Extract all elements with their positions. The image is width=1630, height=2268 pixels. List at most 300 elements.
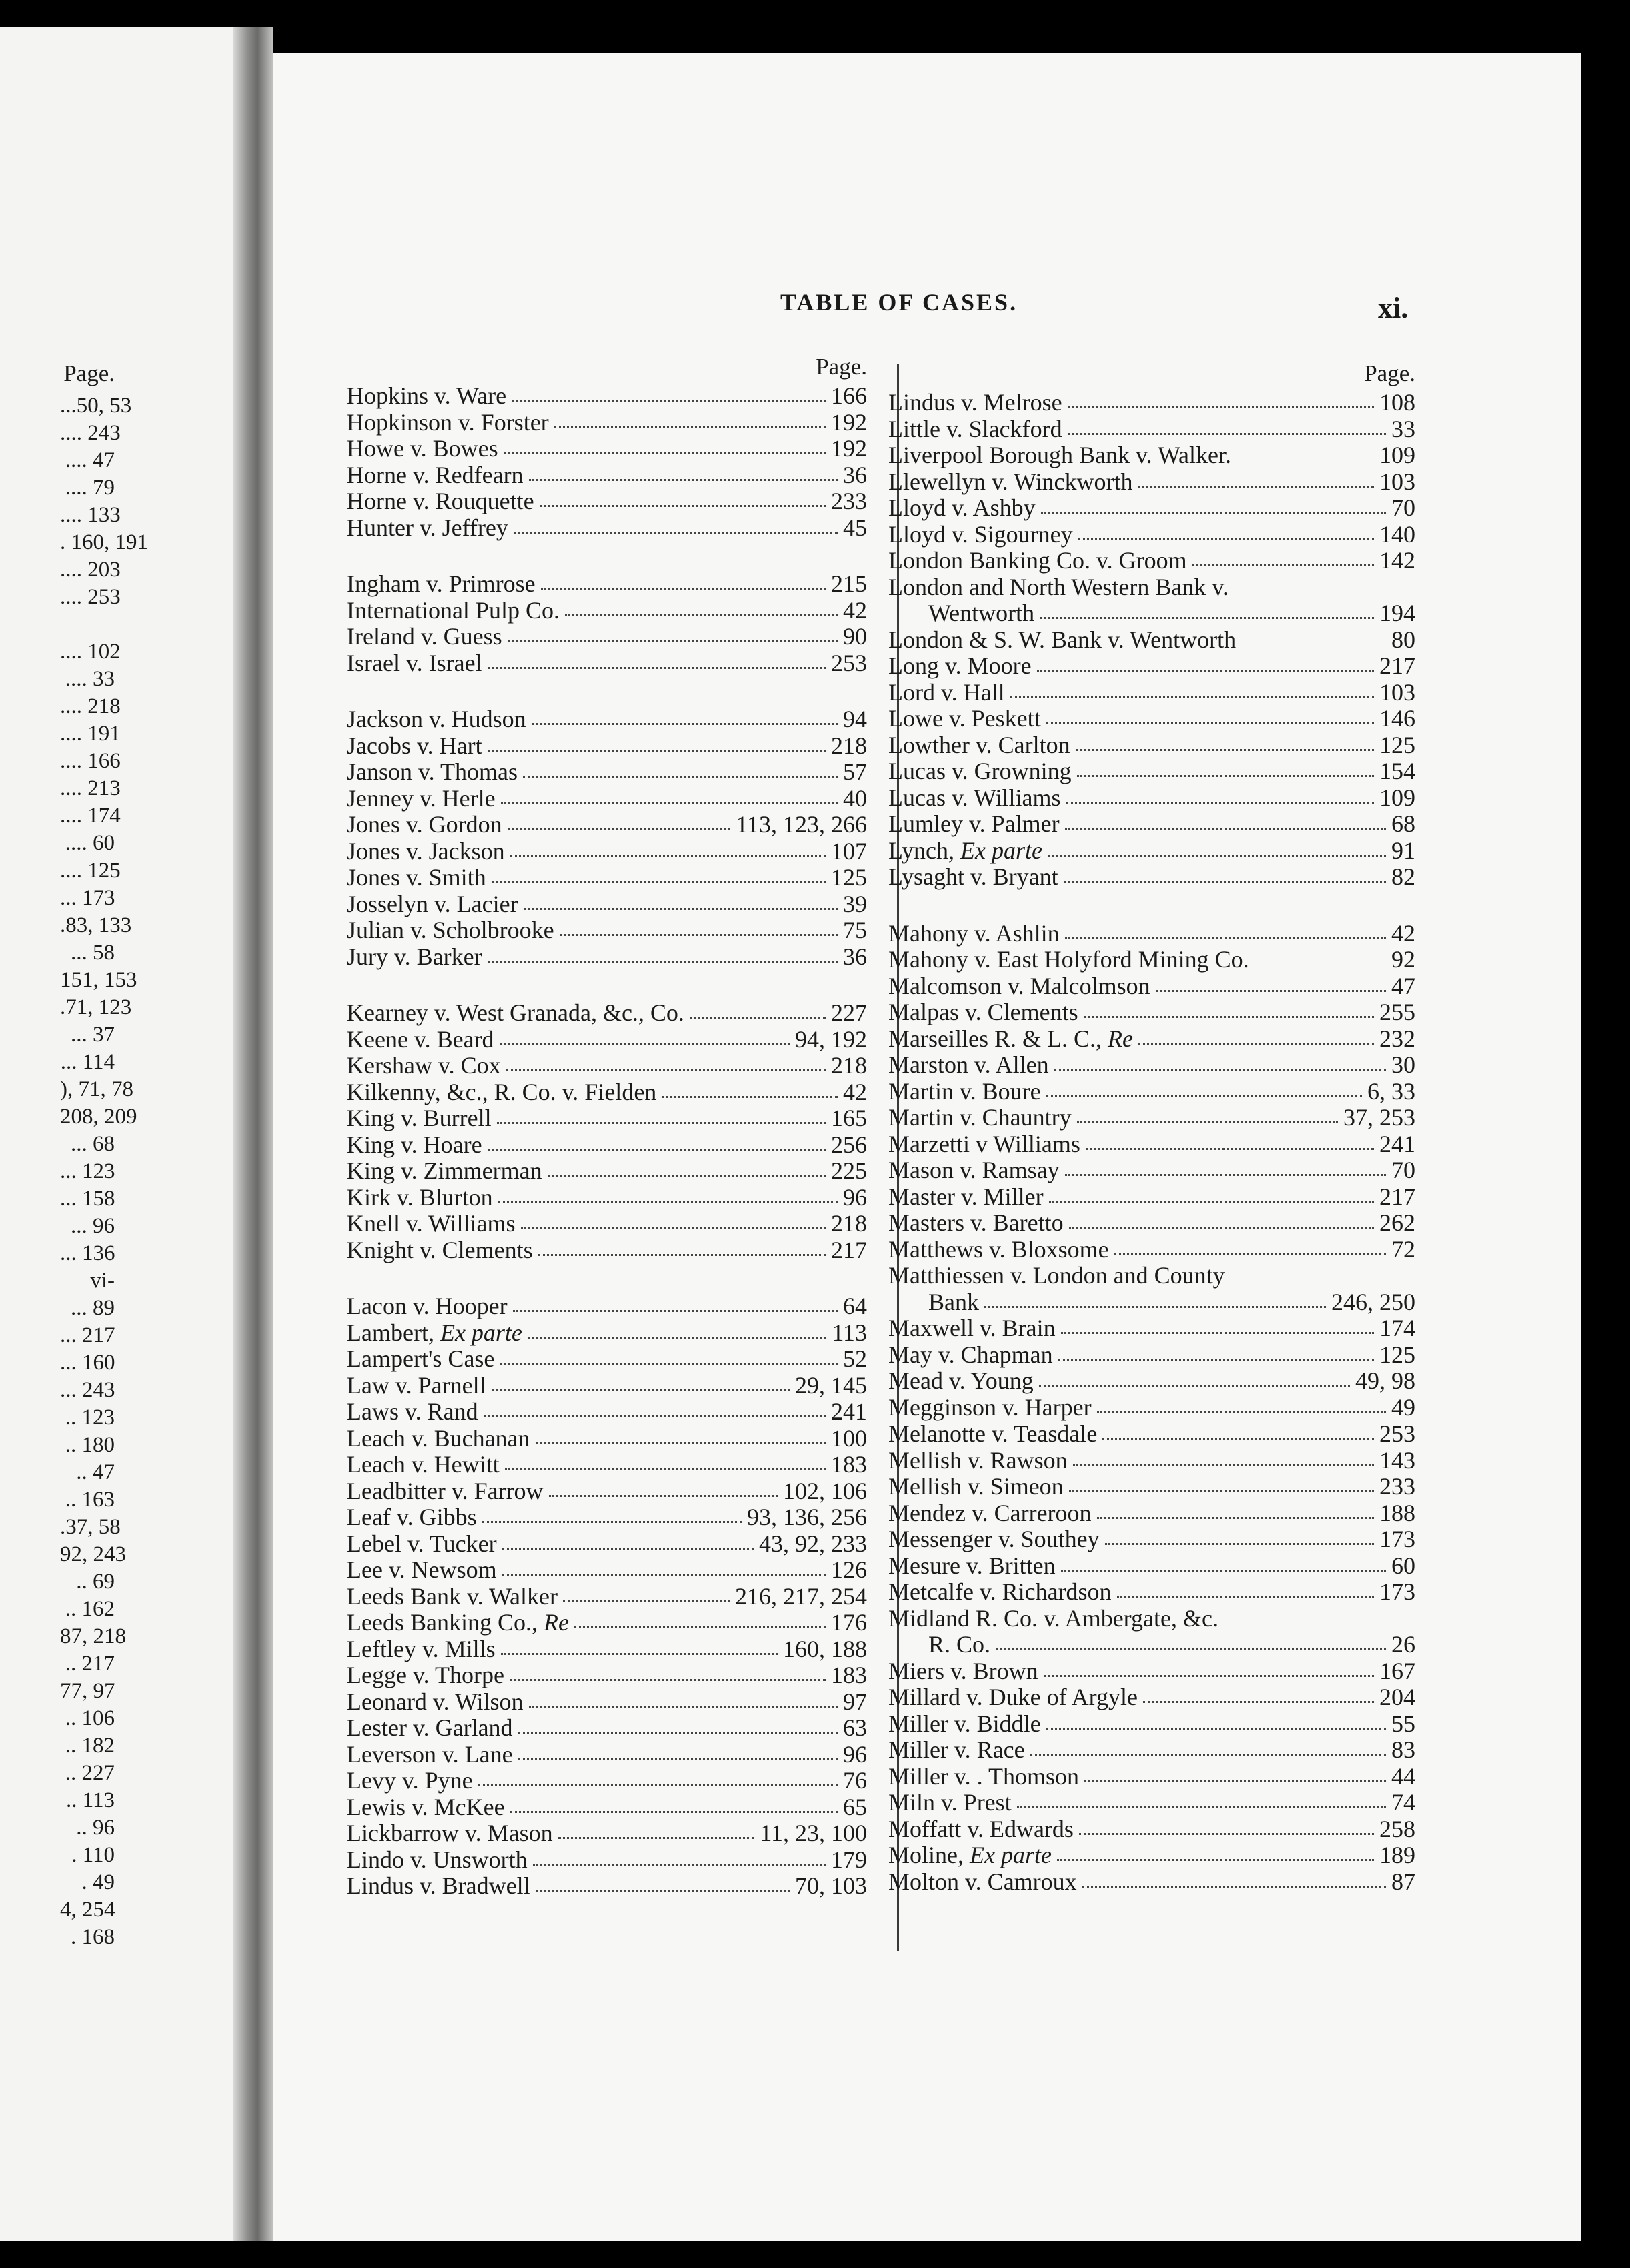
dot-leader [1102,1438,1374,1440]
page-number: 94, 192 [795,1025,867,1053]
page-number: 108 [1379,389,1415,416]
page-number: 183 [831,1662,867,1688]
case-entry [888,1869,1415,1896]
prev-page-line: .... 47 [65,448,115,472]
entry-group [347,1000,867,1263]
case-name: Lee v. Newsom [347,1556,497,1583]
dot-leader [1086,1148,1374,1150]
case-entry [888,1210,1415,1237]
dot-leader [536,1442,826,1444]
prev-page-line: .83, 133 [60,913,132,937]
page-number: 90 [843,623,867,650]
prev-page-line: .. 182 [65,1734,115,1758]
dot-leader [510,855,826,857]
dot-leader [538,1254,826,1256]
page-number: 216, 217, 254 [735,1582,867,1610]
case-name: King v. Burrell [347,1105,492,1131]
case-name: Leaf v. Gibbs [347,1504,477,1530]
page-number: 218 [831,732,867,759]
case-name: Wentworth [928,600,1035,626]
case-entry [347,944,867,971]
prev-page-line: 92, 243 [60,1542,126,1566]
case-name: Jackson v. Hudson [347,706,526,732]
dot-leader [1105,1543,1374,1545]
page-number: 255 [1379,999,1415,1025]
dot-leader [501,1653,778,1655]
case-entry [888,653,1415,680]
case-entry [888,1526,1415,1553]
page-number: 82 [1391,863,1415,890]
page-folio: xi. [1378,292,1409,324]
dot-leader [484,1415,826,1418]
case-entry [347,1158,867,1185]
dot-leader [532,723,838,725]
case-entry [888,1289,1415,1316]
dot-leader [1084,1780,1386,1782]
page-number: 165 [831,1105,867,1131]
case-entry [347,1768,867,1794]
case-name: Mahony v. East Holyford Mining Co. [888,946,1249,973]
dot-leader [1064,881,1386,883]
case-name: Little v. Slackford [888,415,1062,442]
case-name: Lickbarrow v. Mason [347,1820,553,1846]
case-entry [347,410,867,436]
prev-page-line: ... 58 [71,941,115,965]
prev-page-line: .. 217 [65,1652,115,1676]
case-entry [888,1026,1415,1053]
case-name: Howe v. Bowes [347,435,498,462]
dot-leader [1030,1754,1386,1756]
page-number: 42 [1391,919,1415,947]
dot-leader [488,750,826,752]
dot-leader [1010,696,1374,698]
case-name: Miller v. Race [888,1736,1025,1763]
dot-leader [1078,538,1374,540]
dot-leader [1061,1332,1374,1334]
dot-leader [500,1043,790,1045]
page-number: 256 [831,1131,867,1158]
book-gutter [233,27,273,2241]
dot-leader [498,1201,838,1203]
page-number: 227 [831,999,867,1026]
case-entry [347,650,867,677]
case-entry [888,1368,1415,1395]
dot-leader [1039,1385,1350,1387]
case-entry [347,1636,867,1663]
dot-leader [514,532,838,534]
case-name: Leadbitter v. Farrow [347,1477,544,1504]
case-entry [347,1027,867,1053]
page-number: 26 [1391,1631,1415,1658]
case-name: Martin v. Chauntry [888,1104,1072,1131]
case-entry [347,1873,867,1900]
case-name: International Pulp Co. [347,596,560,624]
case-entry [347,1132,867,1159]
case-entry [888,1105,1415,1131]
case-entry [888,1395,1415,1422]
case-entry [888,1684,1415,1711]
case-name: Masters v. Baretto [888,1209,1064,1236]
page-number: 188 [1379,1499,1415,1526]
case-entry [347,1478,867,1505]
case-entry [888,548,1415,574]
case-name: Hopkins v. Ware [347,382,507,409]
page-number: 11, 23, 100 [760,1820,867,1846]
page-number: 29, 145 [795,1371,867,1399]
prev-page-line: ... 136 [60,1241,115,1265]
case-name: Midland R. Co. v. Ambergate, &c. [888,1604,1218,1632]
prev-page-line: .. 162 [65,1597,115,1621]
case-name-italic: Ex parte [440,1319,522,1346]
page-number: 179 [831,1846,867,1873]
case-name: Leeds Bank v. Walker [347,1582,558,1610]
entry-group [347,383,867,541]
left-column [347,354,867,1930]
case-name: Lampert's Case [347,1345,495,1372]
case-name: Miller v. Biddle [888,1710,1041,1737]
prev-page-line: ... 89 [71,1296,115,1320]
dot-leader [1041,512,1386,514]
page-number: 154 [1379,758,1415,784]
case-entry [347,1715,867,1742]
page-number: 142 [1379,547,1415,574]
dot-leader [1082,1886,1386,1888]
entry-group [347,1293,867,1900]
entry-group [347,571,867,676]
dot-leader [505,1468,826,1470]
dot-leader [1156,990,1386,992]
left-entries [347,383,867,1900]
prev-page-line: .. 163 [65,1488,115,1512]
case-name: King v. Hoare [347,1131,482,1158]
page-number: 63 [843,1714,867,1741]
prev-page-line: .... 33 [65,667,115,691]
dot-leader [1138,486,1374,488]
page-number: 103 [1379,678,1415,706]
left-page-heading: Page. [816,354,867,380]
case-entry [347,515,867,542]
prev-page-line: . 160, 191 [60,530,148,554]
case-name: Julian v. Scholbrooke [347,917,554,943]
dot-leader [554,426,826,428]
dot-leader [492,1389,790,1391]
case-name: Lloyd v. Sigourney [888,520,1073,548]
case-entry [347,1320,867,1347]
dot-leader [510,1811,838,1813]
case-entry [888,1579,1415,1606]
prev-page-line: 77, 97 [60,1679,115,1703]
dot-leader [549,1495,778,1497]
page-number: 96 [843,1740,867,1768]
dot-leader [690,1017,826,1019]
dot-leader [488,1149,826,1151]
page-number: 52 [843,1345,867,1372]
case-name-italic: Ex parte [970,1842,1052,1868]
prev-page-line: 87, 218 [60,1624,126,1648]
dot-leader [1077,775,1374,777]
dot-leader [540,505,826,507]
prev-page-line: .... 218 [60,694,121,718]
case-entry [888,1474,1415,1500]
dot-leader [510,1679,826,1681]
prev-page-line: vi- [90,1269,115,1293]
dot-leader [513,1310,838,1312]
case-entry [888,999,1415,1026]
page-number: 246, 250 [1331,1288,1415,1315]
case-name: Leach v. Hewitt [347,1451,500,1478]
page-number: 49, 98 [1355,1367,1415,1394]
case-entry [347,759,867,786]
prev-page-line: .... 213 [60,776,121,800]
case-name: Master v. Miller [888,1183,1044,1210]
case-entry [347,1079,867,1106]
entry-group [888,921,1415,1896]
case-entry [347,1399,867,1426]
page-number: 113 [832,1319,867,1346]
dot-leader [529,479,838,481]
case-name: Josselyn v. Lacier [347,890,518,917]
case-name: Matthiessen v. London and County [888,1262,1225,1289]
page-number: 80 [1391,626,1415,653]
case-entry [347,488,867,515]
case-name: Kearney v. West Granada, &c., Co. [347,999,684,1026]
dot-leader [1097,1411,1386,1413]
case-name: Knell v. Williams [347,1210,516,1237]
case-name: Miller v. . Thomson [888,1762,1079,1790]
page-number: 173 [1379,1526,1415,1552]
page-number: 217 [1379,1183,1415,1210]
prev-page-line: .37, 58 [60,1515,121,1539]
page-number: 47 [1391,972,1415,999]
page-number: 92 [1391,946,1415,973]
case-entry [888,1711,1415,1738]
case-name: Lucas v. Williams [888,784,1061,811]
dot-leader [1077,1121,1338,1123]
page-number: 72 [1391,1235,1415,1263]
entry-group [888,390,1415,891]
case-name: Jacobs v. Hart [347,732,482,759]
page-number: 30 [1391,1051,1415,1078]
case-entry [888,973,1415,1000]
prev-page-line: .. 47 [76,1460,115,1484]
case-entry [888,1632,1415,1658]
case-name: Lambert, Ex parte [347,1319,522,1346]
page-number: 262 [1379,1209,1415,1236]
dot-leader [563,1600,730,1602]
page-number: 126 [831,1556,867,1583]
page-number: 76 [843,1767,867,1794]
dot-leader [1049,1201,1374,1203]
case-name: Janson v. Thomas [347,758,518,785]
case-entry [888,522,1415,548]
dot-leader [1097,1517,1374,1519]
prev-page-line: ... 173 [60,886,115,910]
case-name: Moline, Ex parte [888,1842,1052,1868]
page-number: 217 [831,1236,867,1263]
case-name: Israel v. Israel [347,649,482,676]
case-entry [347,1237,867,1264]
case-name: Moffatt v. Edwards [888,1815,1074,1842]
dot-leader [502,1548,754,1550]
case-entry [888,1237,1415,1263]
running-title: TABLE OF CASES. [780,289,1018,316]
dot-leader [1065,1174,1386,1176]
case-entry [888,1606,1415,1632]
dot-leader [548,1175,826,1177]
prev-page-line: ... 158 [60,1187,115,1211]
dot-leader [1065,828,1386,830]
page-number: 204 [1379,1684,1415,1710]
dot-leader [1046,722,1374,724]
right-page-heading: Page. [1364,360,1415,386]
prev-page-line: ...50, 53 [60,394,132,418]
case-name: Horne v. Rouquette [347,488,534,514]
page-number: 97 [843,1688,867,1715]
prev-page-heading: Page. [63,360,115,386]
prev-page-line: ... 68 [71,1132,115,1156]
page-number: 70 [1391,494,1415,521]
case-name: Lysaght v. Bryant [888,863,1058,890]
case-name-italic: Re [1107,1025,1133,1052]
case-entry [347,1211,867,1237]
case-entry [888,1790,1415,1816]
case-entry [888,758,1415,785]
case-entry [888,1052,1415,1079]
dot-leader [1084,1016,1374,1018]
case-entry [347,1053,867,1079]
case-name: Leftley v. Mills [347,1635,496,1662]
case-entry [347,1794,867,1821]
page-number: 109 [1379,784,1415,811]
page-number: 55 [1391,1710,1415,1737]
dot-leader [512,400,826,402]
case-entry [888,600,1415,627]
case-name: Keene v. Beard [347,1025,494,1053]
dot-leader [1054,1069,1386,1071]
dot-leader [1114,1253,1386,1255]
case-entry [888,1658,1415,1685]
prev-page-line: .... 125 [60,859,121,883]
right-column [888,360,1415,1925]
dot-leader [1058,1359,1374,1361]
page-number: 103 [1379,468,1415,495]
entry-group [347,706,867,970]
page-number: 125 [1379,731,1415,758]
case-name: Malcomson v. Malcolmson [888,972,1150,999]
dot-leader [1138,1043,1374,1045]
case-entry [888,1500,1415,1527]
case-name: Jones v. Smith [347,864,486,891]
dot-leader [1044,1675,1374,1677]
case-entry [347,733,867,760]
dot-leader [501,802,838,804]
case-entry [888,947,1415,973]
case-name: Knight v. Clements [347,1236,533,1263]
dot-leader [536,1890,790,1892]
page-number: 160, 188 [783,1635,867,1662]
page-number: 140 [1379,520,1415,548]
page-number: 42 [843,1078,867,1105]
case-entry [888,1448,1415,1474]
page-number: 125 [831,864,867,891]
prev-page-line: ... 37 [71,1023,115,1047]
page-number: 253 [831,649,867,676]
dot-leader [1068,433,1386,435]
case-entry [888,1342,1415,1369]
dot-leader [574,1626,826,1628]
case-entry [888,1553,1415,1580]
case-name: Mellish v. Rawson [888,1446,1068,1474]
case-entry [888,627,1415,654]
case-entry [347,812,867,838]
dot-leader [523,776,838,778]
dot-leader [1076,749,1374,751]
page-number: 166 [831,382,867,409]
case-entry [888,921,1415,947]
page-number: 125 [1379,1341,1415,1368]
case-name: Megginson v. Harper [888,1393,1092,1421]
dot-leader [1017,1806,1386,1808]
dot-leader [541,588,826,590]
dot-leader [1040,617,1374,619]
case-entry [888,574,1415,601]
page-number: 43, 92, 233 [759,1530,867,1557]
case-entry [888,1079,1415,1105]
page-number: 94 [843,706,867,732]
case-entry [347,1452,867,1478]
prev-page-line: .... 60 [65,831,115,855]
case-entry [888,1421,1415,1448]
page-number: 65 [843,1793,867,1820]
case-name: Leeds Banking Co., Re [347,1609,569,1636]
case-name: Llewellyn v. Winckworth [888,468,1133,495]
page-number: 241 [831,1398,867,1425]
case-entry [888,706,1415,732]
dot-leader [1117,1596,1374,1598]
case-entry [888,732,1415,759]
page-number: 173 [1379,1578,1415,1605]
case-name: Mendez v. Carreroon [888,1499,1092,1526]
dot-leader [1068,406,1374,408]
prev-page-line: 4, 254 [60,1898,115,1922]
dot-leader [1073,1464,1374,1466]
page-number: 33 [1391,415,1415,442]
prev-page-line: .... 243 [60,421,121,445]
case-name: Marston v. Allen [888,1051,1049,1078]
case-entry [888,1315,1415,1342]
page-number: 91 [1391,836,1415,864]
page-number: 218 [831,1210,867,1237]
prev-page-line: .... 191 [60,722,121,746]
case-entry [347,624,867,650]
case-entry [347,917,867,944]
page-number: 217 [1379,652,1415,679]
page-number: 215 [831,570,867,597]
prev-page-line: 151, 153 [60,968,137,992]
dot-leader [497,1122,826,1124]
case-name: Lumley v. Palmer [888,810,1060,837]
dot-leader [1037,670,1374,672]
prev-page-line: .... 203 [60,558,121,582]
case-name: Molton v. Camroux [888,1868,1077,1895]
prev-page-line: ), 71, 78 [60,1077,133,1101]
page-number: 68 [1391,810,1415,837]
case-name: Hunter v. Jeffrey [347,514,508,541]
dot-leader [662,1096,838,1098]
case-name: Law v. Parnell [347,1371,486,1399]
case-name: Mesure v. Britten [888,1552,1056,1579]
case-name: Mahony v. Ashlin [888,919,1060,947]
